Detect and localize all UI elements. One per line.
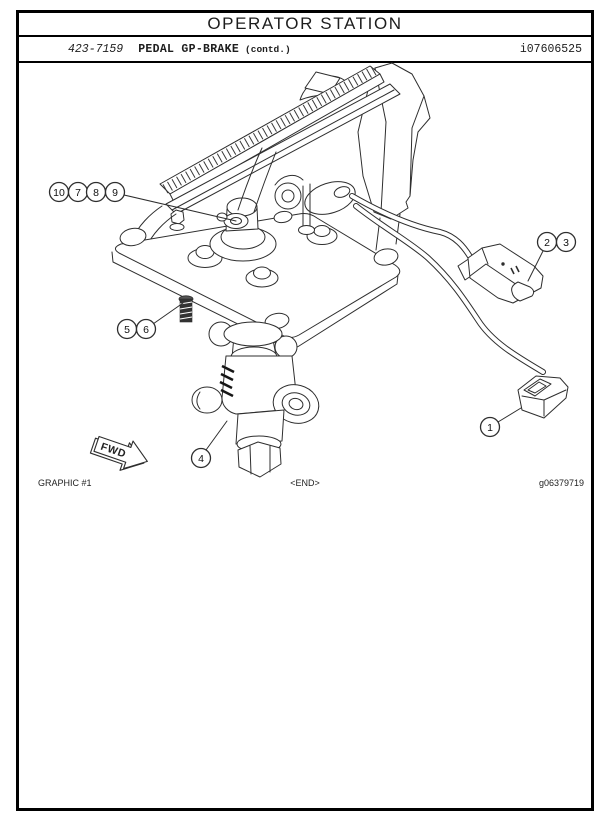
callout-3	[557, 233, 576, 252]
callout-10	[50, 183, 69, 202]
svg-text:5: 5	[124, 324, 130, 336]
harness-connector-lower	[518, 376, 568, 418]
callout-7	[69, 183, 88, 202]
callout-5	[118, 320, 137, 339]
brake-valve	[192, 322, 323, 477]
plate-bolt	[179, 296, 193, 322]
callout-8	[87, 183, 106, 202]
svg-text:3: 3	[563, 237, 569, 249]
svg-text:10: 10	[53, 187, 65, 199]
part-number: 423-7159	[68, 42, 124, 56]
svg-text:4: 4	[198, 453, 204, 465]
continuation-note: (contd.)	[245, 43, 291, 55]
document-id: i07606525	[519, 42, 582, 56]
valve-hex-fitting	[238, 442, 281, 477]
callout-6	[137, 320, 156, 339]
svg-text:7: 7	[75, 187, 81, 199]
svg-text:8: 8	[93, 187, 99, 199]
svg-text:6: 6	[143, 324, 149, 336]
fwd-label: FWD	[99, 440, 128, 461]
svg-text:2: 2	[544, 237, 550, 249]
end-marker: <END>	[290, 478, 320, 488]
callout-2	[538, 233, 557, 252]
callout-4	[192, 449, 211, 468]
svg-text:9: 9	[112, 187, 118, 199]
page-title: OPERATOR STATION	[207, 14, 403, 33]
callout-9	[106, 183, 125, 202]
fwd-arrow	[88, 429, 152, 478]
callout-1	[481, 418, 500, 437]
graphic-label: GRAPHIC #1	[38, 478, 92, 488]
part-name: PEDAL GP-BRAKE	[138, 42, 240, 56]
svg-text:1: 1	[487, 422, 493, 434]
graphic-id: g06379719	[538, 478, 584, 488]
